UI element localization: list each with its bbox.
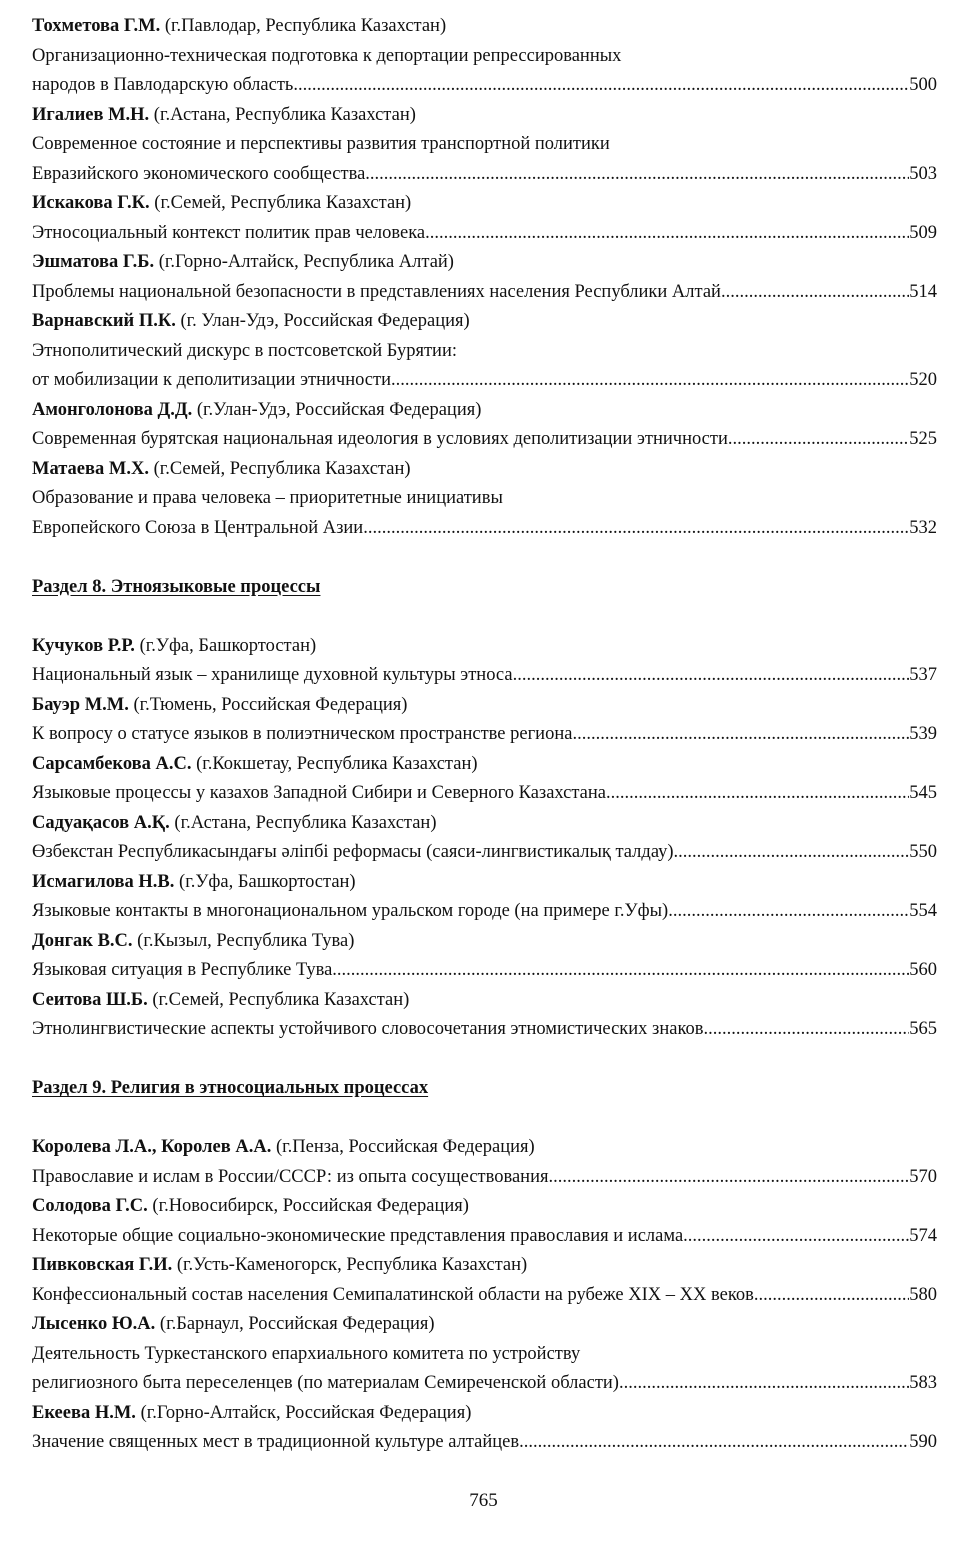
author-location: (г.Тюмень, Российская Федерация) [128,694,408,715]
author-name: Кучуков Р.Р. [32,635,135,656]
entry-page-number: 520 [909,370,937,390]
entry-title: Европейского Союза в Центральной Азии [32,517,364,538]
author-name: Амонголонова Д.Д. [32,399,193,420]
entry-title: Этносоциальный контекст политик прав человека [32,222,426,243]
leader-dots [704,1015,910,1045]
toc-entry [32,219,937,249]
entry-title: народов в Павлодарскую область [32,75,294,95]
leader-dots [674,838,910,868]
toc-entry [32,1222,937,1252]
author-location: (г.Усть-Каменогорск, Республика Казахстан) [172,1255,528,1275]
toc-entry [32,514,937,544]
author-location: (г.Уфа, Башкортостан) [174,871,356,892]
author-location: (г.Астана, Республика Казахстан) [169,812,437,833]
entry-title: Языковая ситуация в Республике Тува [32,960,333,980]
spacer [32,1045,937,1075]
entry-author-line [32,1251,937,1281]
author-name: Исмагилова Н.В. [32,871,175,892]
entry-title: Языковые контакты в многонациональном уральском городе (на примере г.Уфы) [32,901,669,921]
leader-dots [619,1369,909,1399]
entry-page-number: 574 [909,1225,937,1246]
author-location: (г.Горно-Алтайск, Российская Федерация) [135,1402,472,1423]
author-name: Бауэр М.М. [32,694,129,715]
entry-author-line [32,455,937,485]
spacer [32,543,937,573]
entry-author-line [32,809,937,839]
entry-title: Конфессиональный состав населения Семипалатинской области на рубеже XIX – XX веков [32,1284,754,1305]
entry-page-number: 500 [909,75,937,95]
entry-title: религиозного быта переселенцев (по материалам Семиреченской области) [32,1373,619,1393]
entry-author-line [32,1192,937,1222]
leader-dots [683,1222,909,1252]
leader-dots [425,219,909,249]
entry-page-number: 583 [909,1373,937,1393]
spacer [32,1104,937,1134]
entry-author-line [32,927,937,957]
leader-dots [519,1428,909,1458]
entry-title: Православие и ислам в России/СССР: из опыта сосуществования [32,1166,549,1187]
author-name: Садуақасов А.Қ. [32,812,170,833]
spacer [32,602,937,632]
author-name: Пивковская Г.И. [32,1255,173,1275]
toc-entry [32,1163,937,1193]
author-name: Королева Л.А., Королев А.А. [32,1137,272,1157]
entry-title: Евразийского экономического сообщества [32,163,366,184]
entry-title: Некоторые общие социально-экономические представления православия и ислама [32,1225,684,1246]
toc-entry [32,720,937,750]
leader-dots [754,1281,909,1311]
toc-entry [32,1015,937,1045]
entry-author-line [32,396,937,426]
toc-entry [32,661,937,691]
author-location: (г.Кокшетау, Республика Казахстан) [191,753,478,774]
leader-dots [548,1163,909,1193]
entry-author-line [32,248,937,278]
entry-title-line: Образование и права человека – приоритетные инициативы [32,488,503,508]
leader-dots [721,278,909,308]
leader-dots [606,779,909,809]
entry-page-number: 525 [909,429,937,449]
entry-page-number: 554 [909,901,937,921]
entry-author-line [32,101,937,131]
toc-entry [32,278,937,308]
section-heading: Раздел 9. Религия в этносоциальных процессах [32,1078,429,1098]
toc-entry [32,1281,937,1311]
author-name: Сеитова Ш.Б. [32,989,148,1010]
page-number: 765 [469,1490,498,1511]
toc-entry [32,425,937,455]
entry-title-line: Деятельность Туркестанского епархиального комитета по устройству [32,1343,581,1364]
author-location: (г.Кызыл, Республика Тува) [132,930,355,951]
toc-entry [32,897,937,927]
entry-author-line [32,986,937,1016]
author-location: (г.Павлодар, Республика Казахстан) [160,16,447,36]
section-heading: Раздел 8. Этноязыковые процессы [32,576,321,597]
author-location: (г.Барнаул, Российская Федерация) [155,1314,435,1334]
leader-dots [332,956,909,986]
toc-entry [32,956,937,986]
entry-page-number: 537 [909,665,937,685]
entry-title: Современная бурятская национальная идеология в условиях деполитизации этничности [32,429,728,449]
author-location: (г.Новосибирск, Российская Федерация) [147,1196,469,1216]
toc-entry [32,838,937,868]
entry-title-line: Организационно-техническая подготовка к депортации репрессированных [32,45,622,66]
section-heading-row [32,573,937,603]
entry-page-number: 550 [909,842,937,862]
entry-page-number: 532 [909,517,937,538]
leader-dots [293,71,909,101]
entry-title: Значение священных мест в традиционной культуре алтайцев [32,1432,520,1452]
entry-author-line [32,1133,937,1163]
entry-author-line [32,189,937,219]
author-name: Донгак В.С. [32,930,133,951]
author-name: Солодова Г.С. [32,1196,148,1216]
entry-page-number: 514 [909,281,937,302]
entry-title: Этнолингвистические аспекты устойчивого словосочетания этномистических знаков [32,1019,704,1039]
author-location: (г.Горно-Алтайск, Республика Алтай) [154,252,454,272]
author-location: (г.Уфа, Башкортостан) [134,635,317,656]
entry-title: от мобилизации к деполитизации этничности [32,370,392,390]
author-name: Сарсамбекова А.С. [32,753,192,774]
author-name: Тохметова Г.М. [32,16,161,36]
entry-title-line: Современное состояние и перспективы развития транспортной политики [32,134,610,154]
author-location: (г.Семей, Республика Казахстан) [147,989,410,1010]
entry-title: К вопросу о статусе языков в полиэтническом пространстве региона [32,724,573,744]
author-location: (г.Пенза, Российская Федерация) [271,1137,535,1157]
author-location: (г.Улан-Удэ, Российская Федерация) [192,399,482,420]
toc-entry [32,71,937,101]
toc-entry [32,1369,937,1399]
entry-page-number: 590 [909,1432,937,1452]
entry-title: Языковые процессы у казахов Западной Сибири и Северного Казахстана [32,783,606,803]
author-name: Варнавский П.К. [32,311,176,331]
leader-dots [365,160,909,190]
entry-author-line [32,307,937,337]
leader-dots [572,720,909,750]
leader-dots [668,897,909,927]
leader-dots [391,366,909,396]
entry-author-line [32,12,937,42]
entry-title-line: Этнополитический дискурс в постсоветской Бурятии: [32,340,457,361]
entry-author-line [32,1310,937,1340]
section-heading-row [32,1074,937,1104]
toc-entry [32,1428,937,1458]
toc-entry [32,366,937,396]
entry-title: Өзбекстан Республикасындағы әліпбі реформасы (саяси-лингвистикалық талдау) [32,842,674,862]
toc-entry [32,160,937,190]
author-name: Эшматова Г.Б. [32,252,155,272]
entry-author-line [32,868,937,898]
author-name: Искакова Г.К. [32,193,150,213]
leader-dots [513,661,910,691]
author-location: (г. Улан-Удэ, Российская Федерация) [175,311,470,331]
entry-page-number: 570 [909,1166,937,1187]
entry-title: Проблемы национальной безопасности в представлениях населения Республики Алтай [32,281,721,302]
author-location: (г.Астана, Республика Казахстан) [149,104,416,125]
entry-page-number: 539 [909,724,937,744]
entry-page-number: 580 [909,1284,937,1305]
entry-author-line [32,691,937,721]
entry-page-number: 545 [909,783,937,803]
entry-page-number: 509 [909,222,937,243]
toc-entry [32,779,937,809]
entry-title: Национальный язык – хранилище духовной культуры этноса [32,665,513,685]
author-location: (г.Семей, Республика Казахстан) [149,193,412,213]
leader-dots [363,514,909,544]
table-of-contents [32,12,937,1458]
entry-page-number: 503 [909,163,937,184]
entry-author-line [32,1399,937,1429]
leader-dots [728,425,909,455]
author-name: Игалиев М.Н. [32,104,150,125]
author-location: (г.Семей, Республика Казахстан) [148,458,411,479]
entry-author-line [32,632,937,662]
entry-author-line [32,750,937,780]
entry-page-number: 565 [909,1019,937,1039]
author-name: Лысенко Ю.А. [32,1314,156,1334]
author-name: Екеева Н.М. [32,1402,136,1423]
author-name: Матаева М.Х. [32,458,149,479]
entry-page-number: 560 [909,960,937,980]
